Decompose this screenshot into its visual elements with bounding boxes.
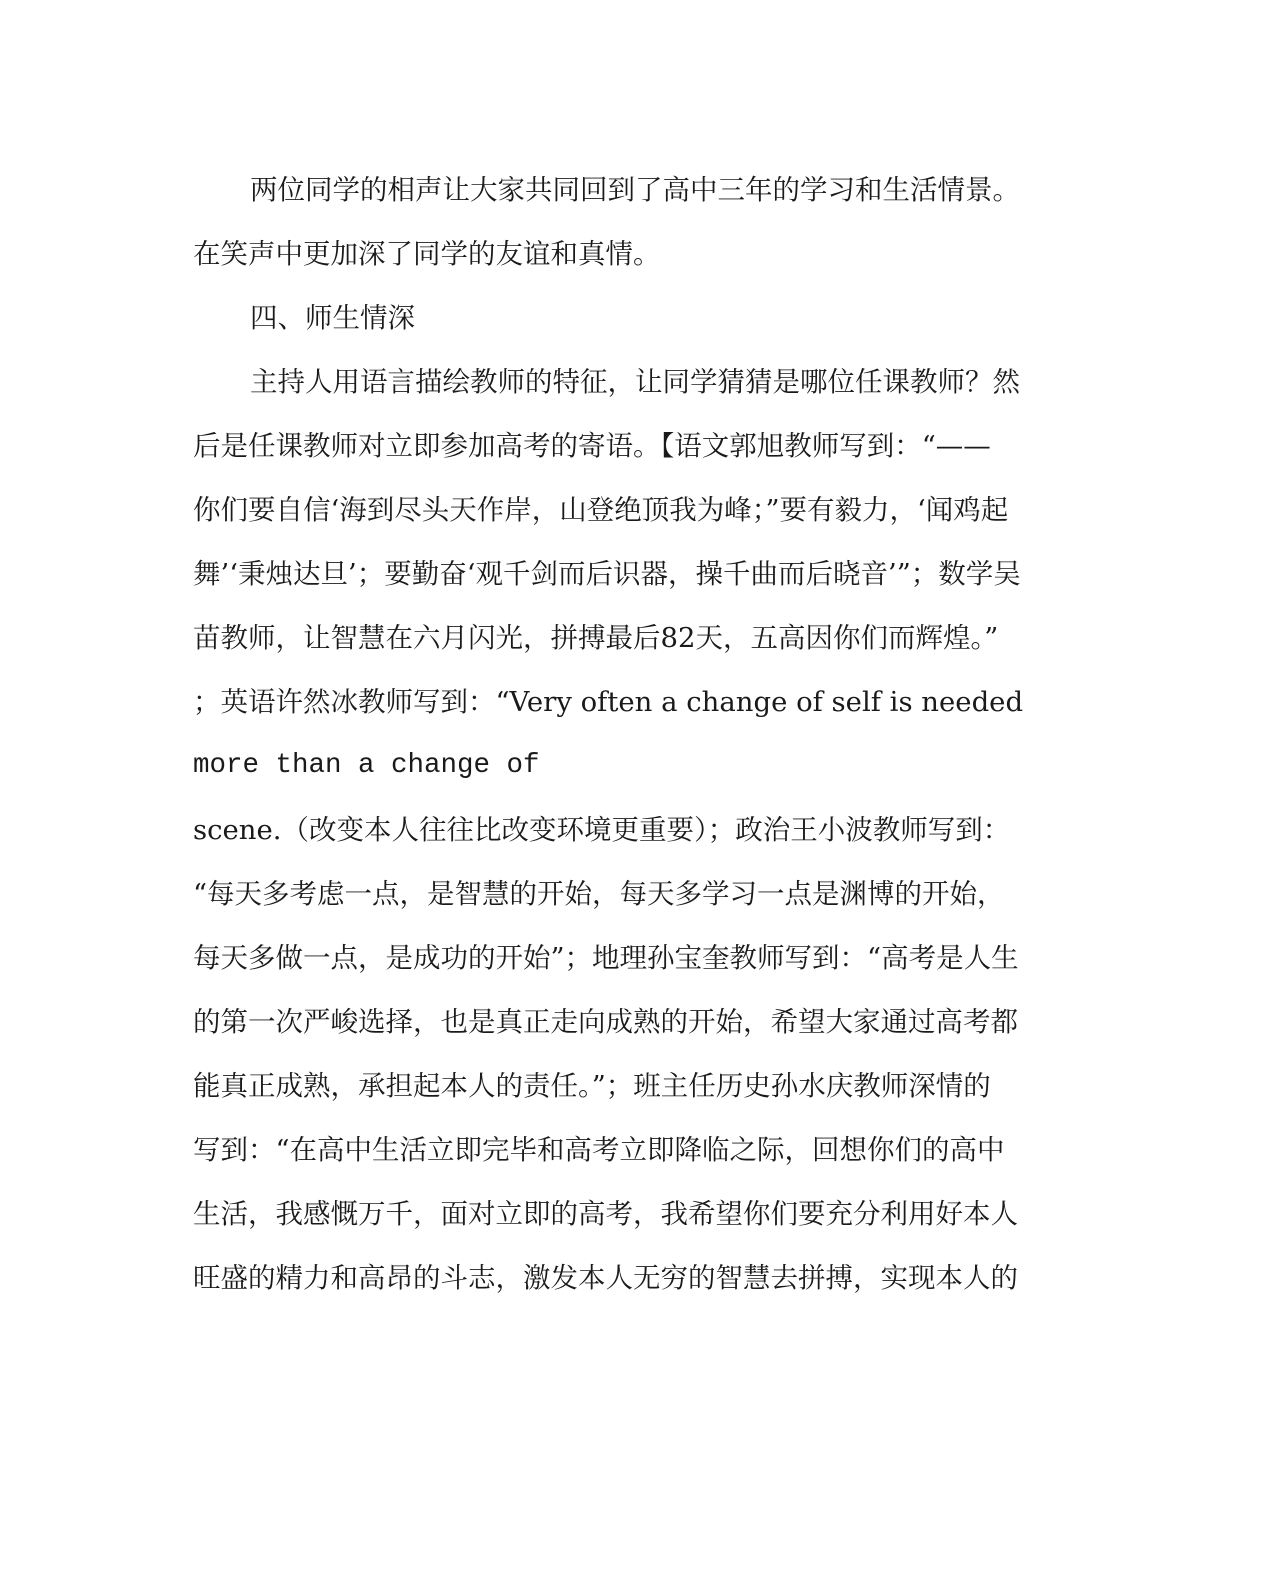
- paragraph-line-5: 后是任课教师对立即参加高考的寄语。【语文郭旭教师写到：“——: [193, 430, 991, 462]
- paragraph-line-17: 生活，我感慨万千，面对立即的高考，我希望你们要充分利用好本人: [193, 1198, 1018, 1230]
- section-heading: 四、师生情深: [250, 302, 415, 334]
- paragraph-line-11: scene.（改变本人往往比改变环境更重要）；政治王小波教师写到：: [193, 814, 1011, 846]
- paragraph-line-12: “每天多考虑一点，是智慧的开始，每天多学习一点是渊博的开始，: [193, 878, 1005, 910]
- paragraph-line-16: 写到：“在高中生活立即完毕和高考立即降临之际，回想你们的高中: [193, 1134, 1005, 1166]
- paragraph-line-1: 两位同学的相声让大家共同回到了高中三年的学习和生活情景。: [250, 174, 1020, 206]
- paragraph-line-8: 苗教师，让智慧在六月闪光，拼搏最后82天，五高因你们而辉煌。”: [193, 622, 999, 654]
- paragraph-line-13: 每天多做一点，是成功的开始”；地理孙宝奎教师写到：“高考是人生: [193, 942, 1019, 974]
- paragraph-line-14: 的第一次严峻选择，也是真正走向成熟的开始，希望大家通过高考都: [193, 1006, 1018, 1038]
- paragraph-line-15: 能真正成熟，承担起本人的责任。”；班主任历史孙水庆教师深情的: [193, 1070, 991, 1102]
- paragraph-line-4: 主持人用语言描绘教师的特征，让同学猜猜是哪位任课教师？然: [250, 366, 1020, 398]
- paragraph-line-7: 舞’‘秉烛达旦’；要勤奋‘观千剑而后识器，操千曲而后晓音’”；数学吴: [193, 558, 1021, 590]
- paragraph-line-9: ；英语许然冰教师写到：“Very often a change of self is needed: [193, 686, 1024, 718]
- paragraph-line-18: 旺盛的精力和高昂的斗志，激发本人无穷的智慧去拼搏，实现本人的: [193, 1262, 1018, 1294]
- paragraph-line-10: more than a change of: [193, 750, 540, 781]
- paragraph-line-6: 你们要自信‘海到尽头天作岸，山登绝顶我为峰；”要有毅力，‘闻鸡起: [193, 494, 1009, 526]
- paragraph-line-2: 在笑声中更加深了同学的友谊和真情。: [193, 238, 661, 270]
